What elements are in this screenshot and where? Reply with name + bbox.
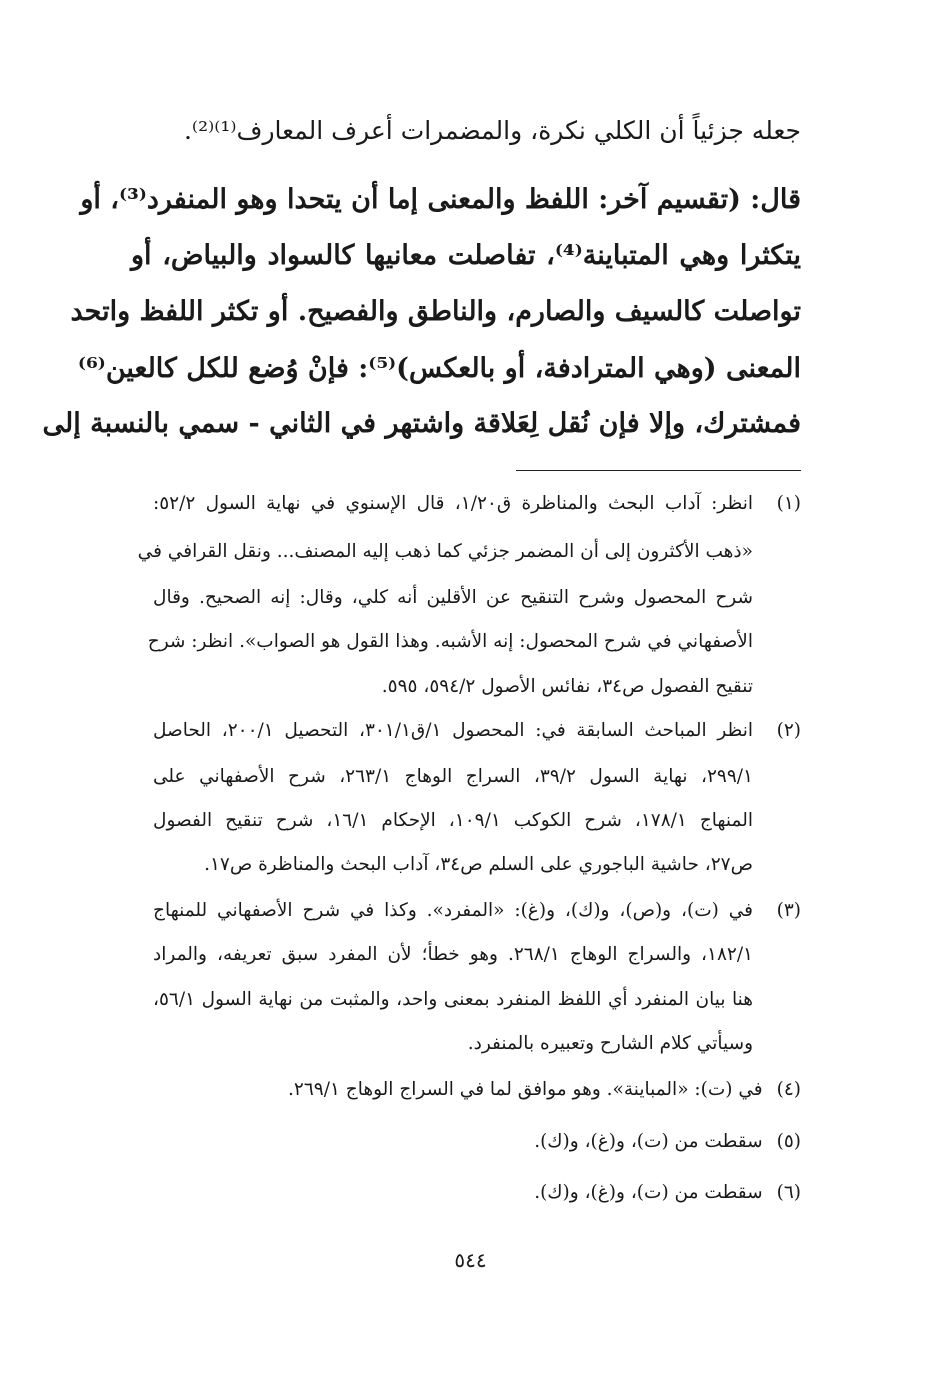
main-text-line-4: المعنى (وهي المترادفة، أو بالعكس)⁽⁵⁾: فإنْ وُضع للكل كالعين⁽⁶⁾ [77, 353, 801, 384]
page-number: ٥٤٤ [454, 1248, 487, 1272]
footnote-3-text-4: وسيأتي كلام الشارح وتعبيره بالمنفرد. [467, 1033, 753, 1054]
footnote-1-text-2: «ذهب الأكثرون إلى أن المضمر جزئي كما ذهب إليه المصنف... ونقل القرافي في [137, 541, 753, 562]
footnote-6-number: (٦) [776, 1182, 801, 1203]
footnote-3-text-1: في (ت)، و(ص)، و(ك)، و(غ): «المفرد». وكذا في شرح الأصفهاني للمنهاج [153, 900, 753, 921]
footnote-5-number: (٥) [776, 1131, 801, 1152]
footnote-6-text: سقطت من (ت)، و(غ)، و(ك). [534, 1182, 763, 1203]
main-text-line-5: فمشترك، وإلا فإن نُقل لِعَلاقة واشتهر في الثاني - سمي بالنسبة إلى [42, 408, 801, 439]
footnote-1-text-4: الأصفهاني في شرح المحصول: إنه الأشبه. وهذا القول هو الصواب». انظر: شرح [147, 631, 753, 652]
footnote-1-number: (١) [776, 493, 801, 514]
footnote-6 [534, 1182, 801, 1203]
footnote-1-text-5: تنقيح الفصول ص٣٤، نفائس الأصول ٥٩٤/٢، ٥٩٥. [381, 676, 753, 697]
footnote-3-number: (٣) [776, 900, 801, 921]
footnote-3-text-3: هنا بيان المنفرد أي اللفظ المنفرد بمعنى واحد، والمثبت من نهاية السول ٥٦/١، [153, 989, 753, 1010]
intro-line: جعله جزئياً أن الكلي نكرة، والمضمرات أعرف المعارف⁽¹⁾⁽²⁾. [183, 116, 801, 145]
footnote-2-text-3: المنهاج ١٧٨/١، شرح الكوكب ١٠٩/١، الإحكام ١٦/١، شرح تنقيح الفصول [153, 810, 753, 831]
footnote-4-number: (٤) [776, 1079, 801, 1100]
footnote-3-text-2: ١٨٢/١، والسراج الوهاج ٢٦٨/١. وهو خطأ؛ لأن المفرد سبق تعريفه، والمراد [153, 944, 753, 965]
footnote-4-text: في (ت): «المباينة». وهو موافق لما في السراج الوهاج ٢٦٩/١. [288, 1079, 763, 1100]
footnote-4 [288, 1079, 801, 1100]
footnote-2-text-4: ص٢٧، حاشية الباجوري على السلم ص٣٤، آداب البحث والمناظرة ص١٧. [204, 854, 753, 875]
footnote-2-number: (٢) [776, 720, 801, 741]
footnote-5-text: سقطت من (ت)، و(غ)، و(ك). [534, 1131, 763, 1152]
footnote-2-text-1: انظر المباحث السابقة في: المحصول ١/ق٣٠١/١، التحصيل ٢٠٠/١، الحاصل [153, 720, 754, 741]
main-text-line-3: تواصلت كالسيف والصارم، والناطق والفصيح. أو تكثر اللفظ واتحد [70, 296, 801, 327]
footnote-separator [516, 470, 801, 471]
main-text-line-1: قال: (تقسيم آخر: اللفظ والمعنى إما أن يتحدا وهو المنفرد⁽³⁾، أو [80, 184, 801, 215]
main-text-line-2: يتكثرا وهي المتباينة⁽⁴⁾، تفاصلت معانيها كالسواد والبياض، أو [131, 240, 801, 271]
footnote-5 [534, 1131, 801, 1152]
footnote-1-text-1: انظر: آداب البحث والمناظرة ق١/٢٠، قال الإسنوي في نهاية السول ٥٢/٢: [153, 493, 753, 514]
footnote-2-text-2: ٢٩٩/١، نهاية السول ٣٩/٢، السراج الوهاج ٢٦٣/١، شرح الأصفهاني على [153, 766, 753, 787]
footnote-1-text-3: شرح المحصول وشرح التنقيح عن الأقلين أنه كلي، وقال: إنه الصحيح. وقال [153, 587, 753, 608]
